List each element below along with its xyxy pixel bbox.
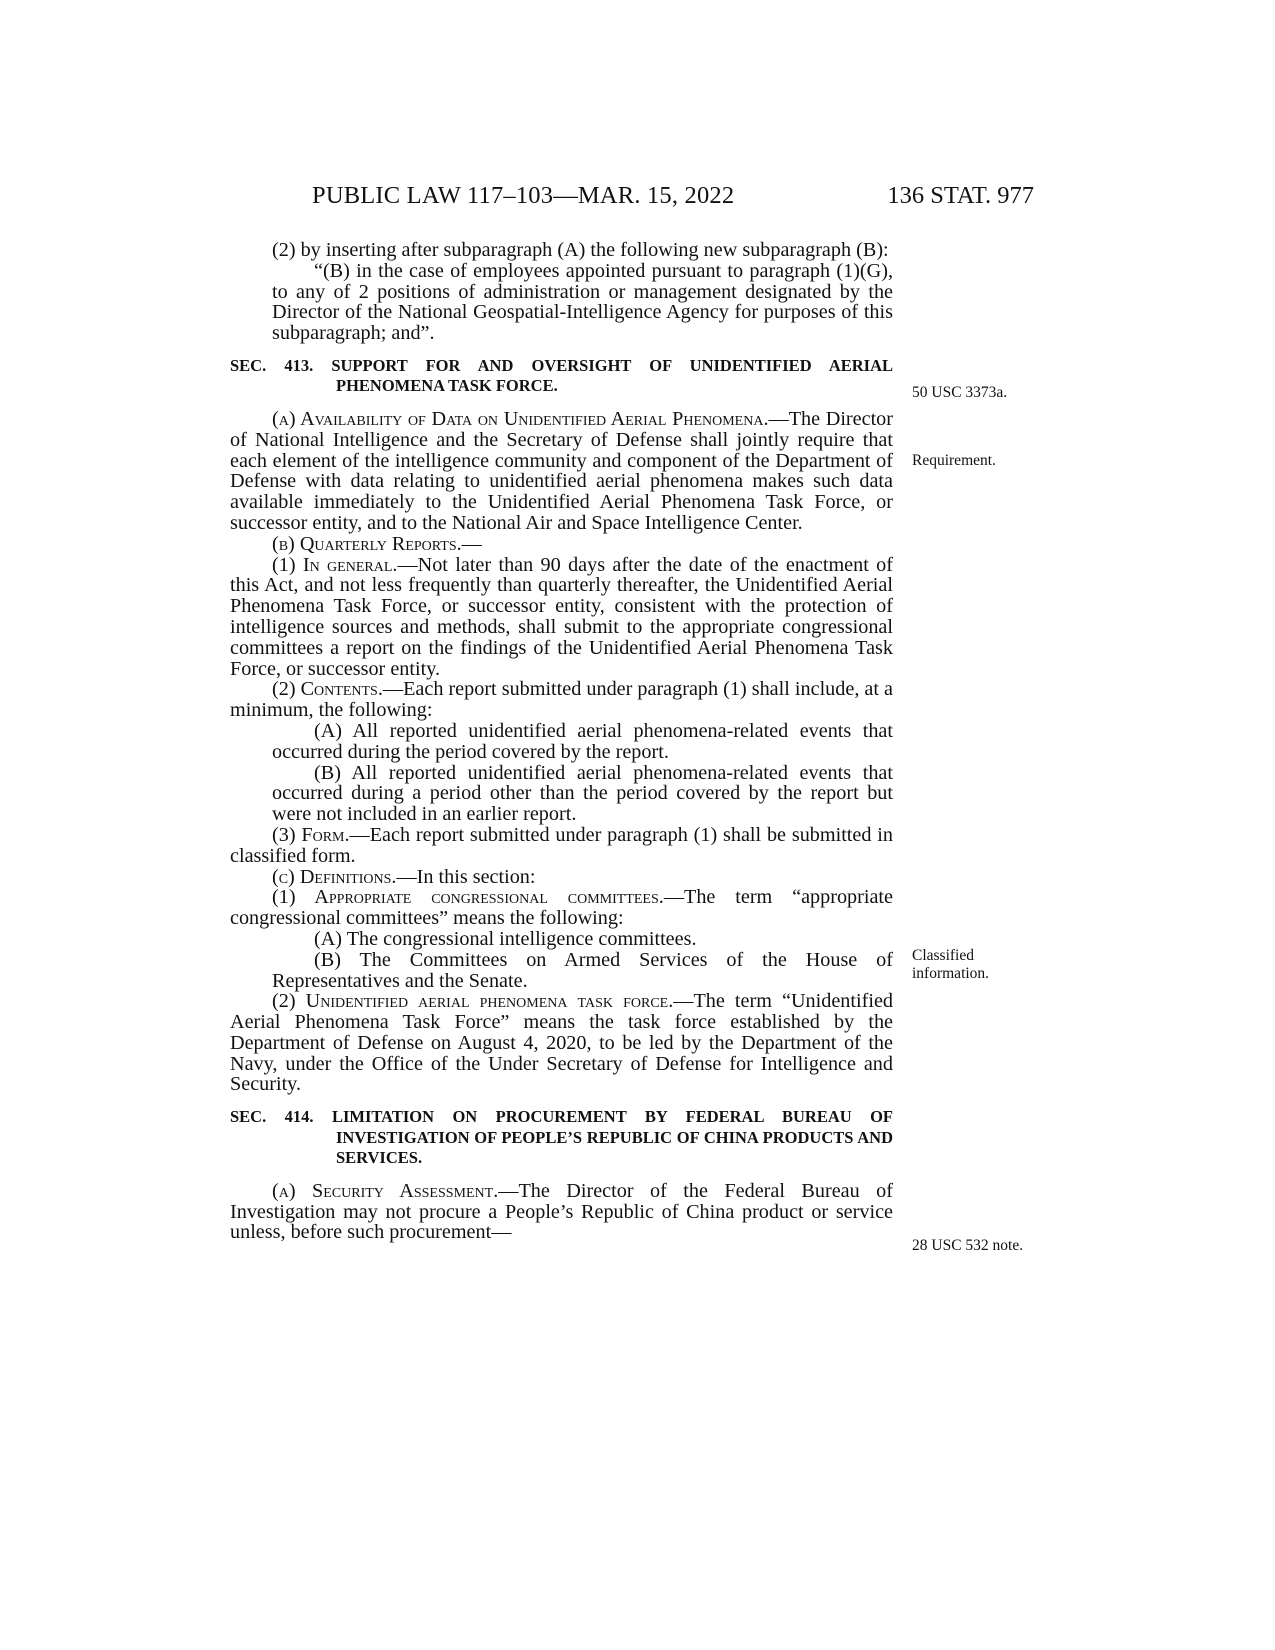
section-413-b1-text: —Not later than 90 days after the date of the enactment of this Act, and not less frequently than quarterly thereafter, the Unidentified Aerial Phenomena Task Force, or successor entity, consistent with the protection of intelligence sources and methods, shall submit to the appropriate congressional committees a report on the findings of the Unidentified Aerial Phenomena Task Force, or successor entity. <box>230 553 893 680</box>
section-413-c <box>230 867 893 888</box>
section-413-c1-B: (B) The Committees on Armed Services of the House of Representatives and the Senate. <box>272 948 893 992</box>
paragraph-subparagraph-b: “(B) in the case of employees appointed pursuant to paragraph (1)(G), to any of 2 positions of administration or management designated by the Director of the National Geospatial-Intelligence Agency for purposes of this subparagraph; and”. <box>272 259 893 345</box>
section-413-a-heading: (a) Availability of Data on Unidentified Aerial Phenomena. <box>272 407 769 430</box>
section-413-b3-heading: (3) Form. <box>272 823 350 846</box>
section-413-c-heading: (c) Definitions. <box>272 865 397 888</box>
margin-note-usc-532: 28 USC 532 note. <box>912 1237 1024 1254</box>
section-413-b <box>230 534 893 555</box>
section-413-a <box>230 409 893 534</box>
section-413-b2 <box>230 679 893 721</box>
section-413-b2-B: (B) All reported unidentified aerial phenomena-related events that occurred during a period other than the period covered by the report but were not included in an earlier report. <box>272 761 893 826</box>
section-413-b3 <box>230 825 893 867</box>
section-413-b3-text: —Each report submitted under paragraph (1) shall be submitted in classified form. <box>230 823 893 867</box>
section-413-a-text: —The Director of National Intelligence and the Secretary of Defense shall jointly require that each element of the intelligence community and component of the Department of Defense with data relating to unidentified aerial phenomena makes such data available immediately to the Unidentified Aerial Phenomena Task Force, or successor entity, and to the National Air and Space Intelligence Center. <box>230 407 893 534</box>
section-414-a-text: —The Director of the Federal Bureau of Investigation may not procure a People’s Republic of China product or service unless, before such procurement— <box>230 1179 893 1244</box>
section-413-b1 <box>230 555 893 680</box>
section-414-a-heading: (a) Security Assessment. <box>272 1179 499 1202</box>
section-413-c2-heading: (2) Unidentified aerial phenomena task force. <box>272 990 674 1013</box>
section-413-c1-A: (A) The congressional intelligence committees. <box>314 927 697 950</box>
section-413-b1-heading: (1) In general. <box>272 553 398 576</box>
section-413-c2-text: —The term “Unidentified Aerial Phenomena Task Force” means the task force established by the Department of Defense on August 4, 2020, to be led by the Department of the Navy, under the Office of the Under Secretary of Defense for Intelligence and Security. <box>230 990 894 1096</box>
section-413-heading: SEC. 413. SUPPORT FOR AND OVERSIGHT OF UNIDENTIFIED AERIAL PHENOMENA TASK FORCE. <box>230 355 893 396</box>
page-header <box>312 182 1034 222</box>
margin-note-requirement: Requirement. <box>912 452 996 469</box>
section-414-heading: SEC. 414. LIMITATION ON PROCUREMENT BY FEDERAL BUREAU OF INVESTIGATION OF PEOPLE’S REPUBLIC OF CHINA PRODUCTS AND SERVICES. <box>230 1107 893 1168</box>
section-413-c2 <box>230 991 893 1095</box>
section-413-b-heading: (b) Quarterly Reports. <box>272 532 462 555</box>
running-title: PUBLIC LAW 117–103—MAR. 15, 2022 <box>312 182 735 209</box>
section-413-b-text: — <box>461 532 482 555</box>
section-413-c-text: —In this section: <box>396 865 536 888</box>
document-body <box>230 240 893 1243</box>
margin-note-classified-information: Classified information. <box>912 947 990 982</box>
section-413-c1-heading: (1) Appropriate congressional committees. <box>272 886 664 909</box>
page-number: 136 STAT. 977 <box>887 182 1034 209</box>
section-414-a <box>230 1181 893 1243</box>
section-413-c1 <box>230 887 893 929</box>
margin-note-usc-3373a: 50 USC 3373a. <box>912 384 1008 401</box>
section-413-b2-A: (A) All reported unidentified aerial phenomena-related events that occurred during the period covered by the report. <box>272 719 893 763</box>
section-413-b2-heading: (2) Contents. <box>272 678 383 701</box>
section-413-c1-text: —The term “appropriate congressional committees” means the following: <box>230 886 893 930</box>
section-413-b2-text: —Each report submitted under paragraph (1) shall include, at a minimum, the following: <box>230 678 893 722</box>
paragraph-amendment-2: (2) by inserting after subparagraph (A) the following new subparagraph (B): <box>272 239 889 261</box>
